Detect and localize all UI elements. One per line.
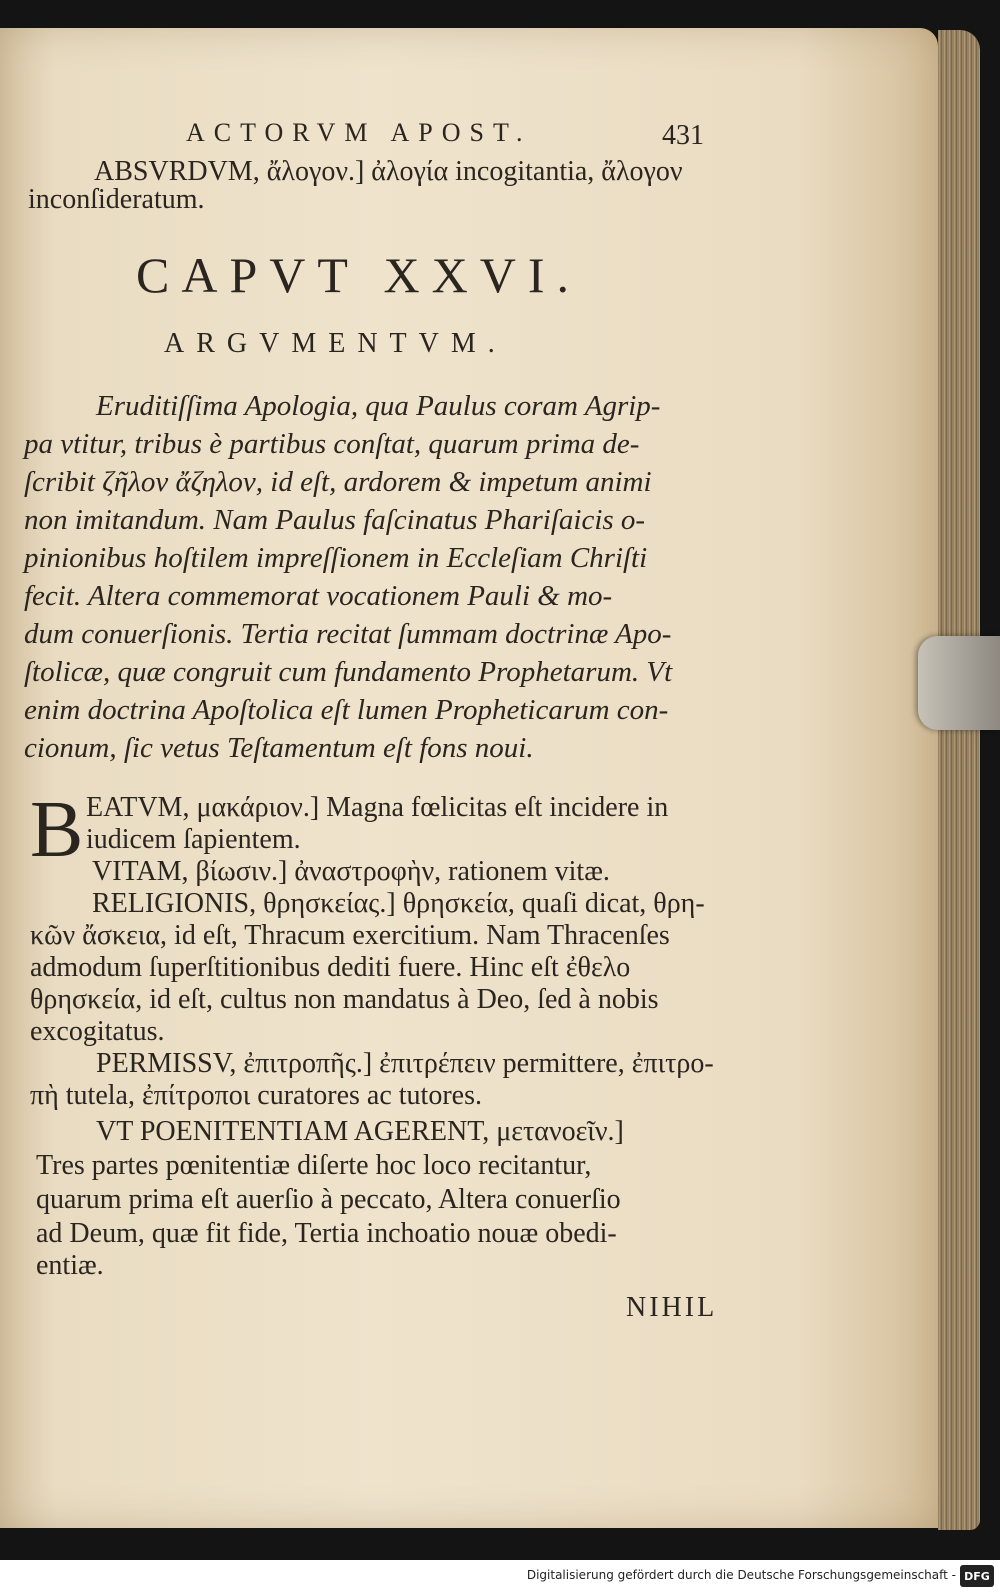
note-line: VT POENITENTIAM AGERENT, μετανοεῖν.] (96, 1116, 624, 1147)
argument-line: enim doctrina Apoſtolica eſt lumen Propheticarum con- (24, 694, 669, 726)
argument-heading: ARGVMENTVM. (164, 328, 507, 359)
note-line: πὴ tutela, ἐπίτροποι curatores ac tutores. (30, 1080, 482, 1111)
running-head: ACTORVM APOST. (186, 118, 532, 147)
note-line: Tres partes pœnitentiæ diſerte hoc loco recitantur, (36, 1150, 592, 1181)
note-line: ad Deum, quæ fit fide, Tertia inchoatio nouæ obedi- (36, 1218, 617, 1249)
book-page-edges (938, 30, 980, 1530)
note-line: θρησκεία, id eſt, cultus non mandatus à Deo, ſed à nobis (30, 984, 659, 1015)
book-clip (918, 636, 1000, 730)
note-line: PERMISSV, ἐπιτροπῆς.] ἐπιτρέπειν permittere, ἐπιτρο- (96, 1048, 714, 1079)
argument-line: ſcribit ζῆλον ἄζηλον, id eſt, ardorem & impetum animi (24, 466, 652, 498)
drop-cap: B (30, 786, 84, 874)
note-line: iudicem ſapientem. (86, 824, 301, 855)
opening-line: inconſideratum. (28, 184, 205, 215)
argument-line: dum conuerſionis. Tertia recitat ſummam doctrinæ Apo- (24, 618, 672, 650)
footer-bar (0, 1560, 1000, 1596)
catchword: NIHIL (626, 1292, 718, 1323)
argument-line: cionum, ſic vetus Teſtamentum eſt fons noui. (24, 732, 534, 764)
argument-line: pinionibus hoſtilem impreſſionem in Eccleſiam Chriſti (24, 542, 648, 574)
note-line: admodum ſuperſtitionibus dediti fuere. Hinc eſt ἐθελο (30, 952, 631, 983)
note-line: VITAM, βίωσιν.] ἀναστροφὴν, rationem vitæ. (92, 856, 610, 887)
note-line: EATVM, μακάριον.] Magna fœlicitas eſt incidere in (86, 792, 669, 823)
argument-line: fecit. Altera commemorat vocationem Pauli & mo- (24, 580, 613, 612)
argument-line: non imitandum. Nam Paulus faſcinatus Phariſaicis o- (24, 504, 646, 536)
note-line: κῶν ἄσκεια, id eſt, Thracum exercitium. Nam Thracenſes (30, 920, 670, 951)
opening-line: ABSVRDVM, ἄλογον.] ἀλογία incogitantia, ἄλογον (94, 156, 683, 187)
argument-line: ſtolicæ, quæ congruit cum fundamento Prophetarum. Vt (24, 656, 673, 688)
note-line: excogitatus. (30, 1016, 165, 1047)
page-number: 431 (662, 120, 704, 151)
argument-line: Eruditiſſima Apologia, qua Paulus coram Agrip- (96, 390, 661, 422)
chapter-title: CAPVT XXVI. (136, 247, 581, 303)
note-line: entiæ. (36, 1250, 104, 1281)
note-line: RELIGIONIS, θρησκείας.] θρησκεία, quaſi dicat, θρη- (92, 888, 705, 919)
footer-credit: Digitalisierung gefördert durch die Deutsche Forschungsgemeinschaft - (526, 1568, 956, 1582)
dfg-logo: DFG (960, 1565, 994, 1587)
note-line: quarum prima eſt auerſio à peccato, Altera conuerſio (36, 1184, 621, 1215)
argument-line: pa vtitur, tribus è partibus conſtat, quarum prima de- (24, 428, 640, 460)
